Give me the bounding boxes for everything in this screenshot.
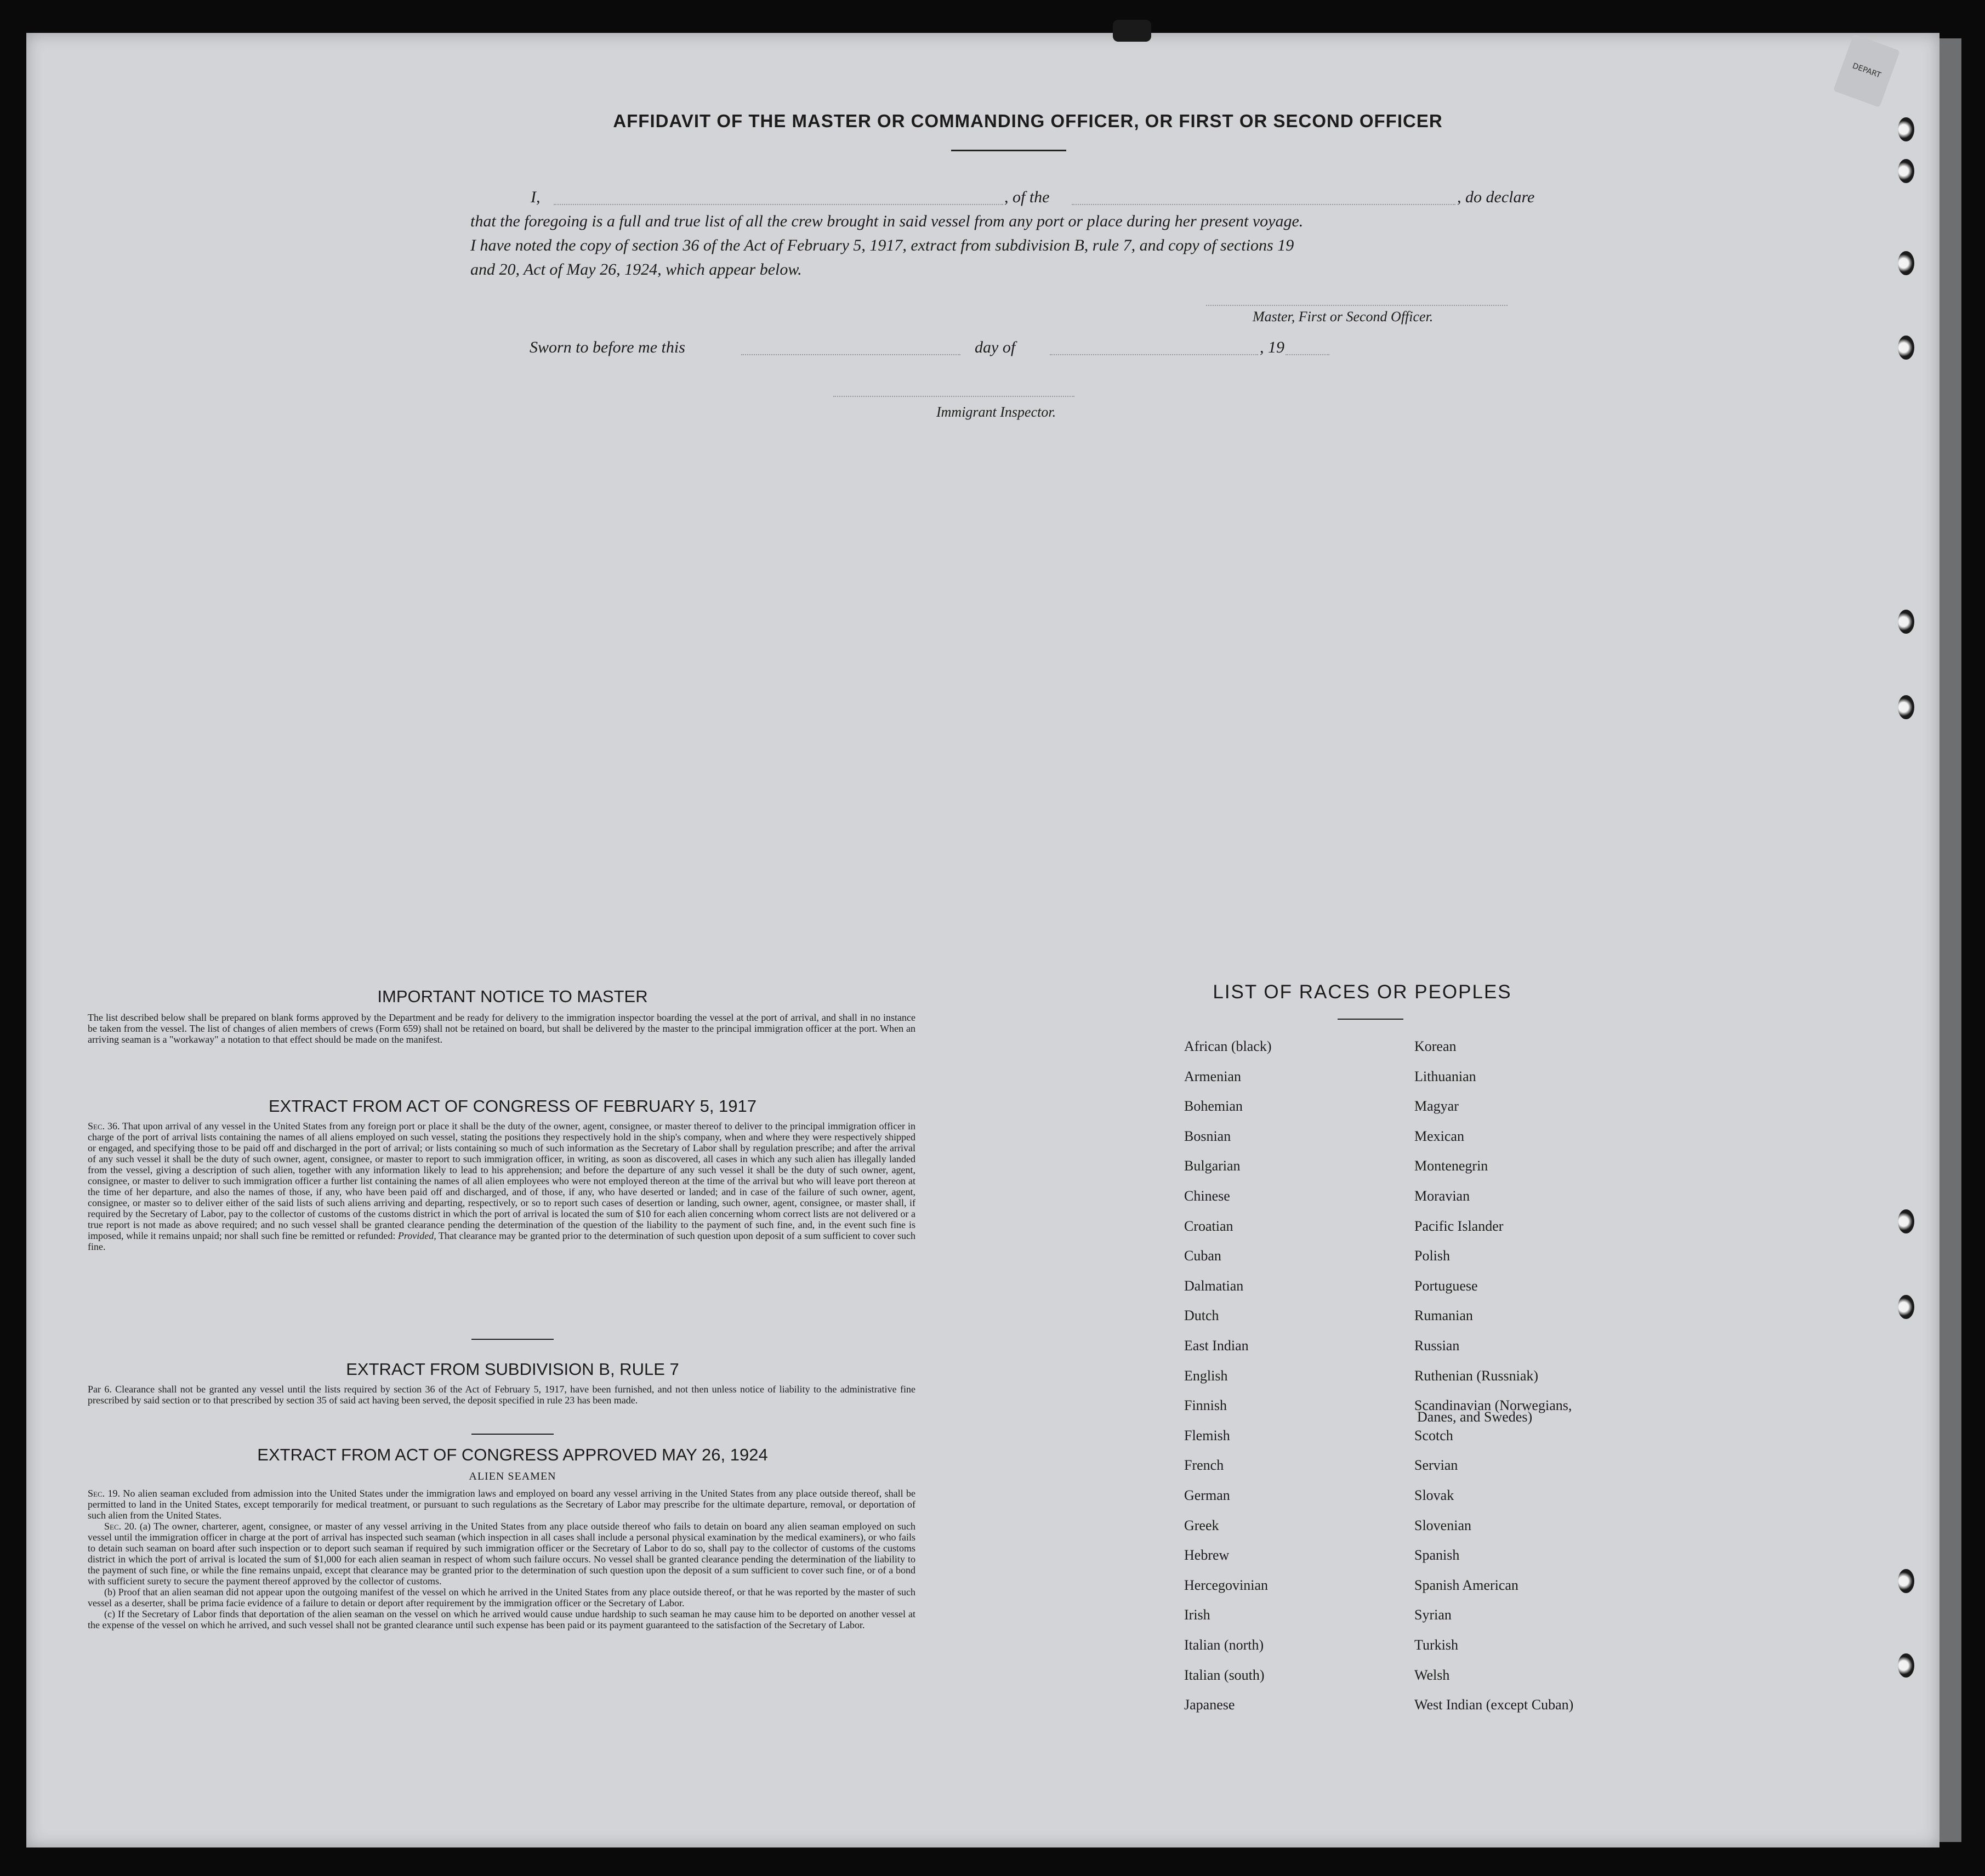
race-item: Polish [1414,1248,1451,1264]
extract-1917-body [88,1121,915,1252]
race-item: Spanish [1414,1547,1460,1564]
race-item: Ruthenian (Russniak) [1414,1367,1539,1384]
sworn-month-field[interactable] [1050,354,1258,355]
vessel-field[interactable] [1072,204,1455,205]
race-item: Mexican [1414,1128,1464,1144]
sec-19 [88,1488,915,1521]
race-item: Bulgarian [1184,1158,1241,1174]
punch-hole [1898,1209,1914,1233]
punch-hole [1898,336,1914,360]
extract-1924-title: EXTRACT FROM ACT OF CONGRESS APPROVED MAY 26, 1924 [257,1445,768,1464]
race-item: Finnish [1184,1397,1227,1414]
race-item: English [1184,1367,1228,1384]
races-title: LIST OF RACES OR PEOPLES [1213,981,1512,1003]
punch-hole [1898,117,1914,141]
race-item: Rumanian [1414,1307,1473,1324]
sec-label: Sec. [88,1121,105,1132]
sworn-day-field[interactable] [741,354,960,355]
race-item: Spanish American [1414,1577,1518,1593]
affidavit-declare: , do declare [1457,188,1535,206]
race-item: Cuban [1184,1248,1221,1264]
sec-label: Sec. [104,1521,122,1532]
race-item: Scotch [1414,1427,1453,1443]
race-item: Korean [1414,1038,1457,1054]
race-item: Bosnian [1184,1128,1231,1144]
race-item: Magyar [1414,1098,1459,1115]
extract-1924-body [88,1488,915,1630]
race-item: Irish [1184,1607,1210,1623]
race-item: Flemish [1184,1427,1230,1443]
inspector-signature-field[interactable] [833,396,1074,397]
race-item: Hercegovinian [1184,1577,1269,1593]
punch-hole [1898,1569,1914,1593]
alien-seamen-subtitle: ALIEN SEAMEN [469,1470,556,1482]
rule7-body: Par 6. Clearance shall not be granted any vessel until the lists required by section 36 of the Act of February 5, 1917, have been furnished, and not then unless notice of liability to the administrative fine prescribed by said section or to that prescribed by section 35 of said act having been served, the deposit specified in rule 23 has been made. [88,1384,915,1406]
race-item: Armenian [1184,1068,1241,1084]
sworn-year-field[interactable] [1286,354,1329,355]
inspector-label: Immigrant Inspector. [936,404,1056,420]
race-item: Japanese [1184,1697,1235,1713]
binding-tab [1113,20,1151,42]
sec-20a [88,1521,915,1587]
punch-hole [1898,159,1914,183]
sworn-text: Sworn to before me this [530,338,685,356]
day-of-text: day of [975,338,1016,356]
race-item: Hebrew [1184,1547,1230,1564]
race-item: African (black) [1184,1038,1272,1054]
race-item: Montenegrin [1414,1158,1488,1174]
punch-hole [1898,1295,1914,1319]
stamp-text: DEPART [1851,61,1882,80]
race-item: French [1184,1457,1224,1474]
year-prefix: , 19 [1260,338,1284,356]
race-item: Portuguese [1414,1277,1478,1294]
provided-text: Provided, [397,1230,436,1241]
race-item: East Indian [1184,1338,1249,1354]
race-item: Bohemian [1184,1098,1243,1115]
affidavit-of-the: , of the [1004,188,1050,206]
signature-label: Master, First or Second Officer. [1253,309,1434,325]
race-item: Italian (south) [1184,1667,1265,1683]
race-item-continuation: Danes, and Swedes) [1417,1409,1533,1425]
race-item: Greek [1184,1517,1219,1533]
race-item: Welsh [1414,1667,1450,1683]
sec-20a-text: 20. (a) The owner, charterer, agent, consignee, or master of any vessel arriving in the United States from any place outside thereof who fails to detain on board any alien seaman employed on such vessel until the immigration officer in charge at the port of arrival has inspected such seaman (which inspection in all cases shall include a personal physical examination by the medical examiners), or who fails to detain such seaman on board after such inspection or to deport such seaman if required by such immigration officer or the Secretary of Labor to do so, shall pay to the collector of customs of the customs district in which the port of arrival is located the sum of $1,000 for each alien seaman in respect of whom such failure occurs. No vessel shall be granted clearance pending the determination of the liability to the payment of such fine, or while the fine remains unpaid, except that clearance may be granted prior to the determination of such question upon the deposit of a sum sufficient to cover such fine, or of a bond with sufficient surety to secure the payment thereof approved by the collector of customs. [88,1521,915,1587]
page-edge [1940,38,1961,1842]
race-item: Chinese [1184,1188,1230,1204]
race-item: German [1184,1487,1230,1503]
punch-hole [1898,610,1914,634]
punch-hole [1898,251,1914,275]
signature-field[interactable] [1206,305,1508,306]
race-item: West Indian (except Cuban) [1414,1697,1574,1713]
sec-20b: (b) Proof that an alien seaman did not appear upon the outgoing manifest of the vessel on which he arrived in the United States from any place outside thereof, or that he was reported by the master of such vessel as a deserter, shall be prima facie evidence of a failure to detain or deport after requirement by the immigration officer or the Secretary of Labor. [88,1587,915,1608]
extract-1917-title: EXTRACT FROM ACT OF CONGRESS OF FEBRUARY 5, 1917 [268,1096,757,1116]
section-divider [471,1339,554,1340]
punch-hole [1898,695,1914,719]
race-item: Slovenian [1414,1517,1471,1533]
race-item: Syrian [1414,1607,1452,1623]
affidavit-i: I, [531,188,541,206]
sec-36-end: That clearance may be granted prior to the determination of such question upon deposit of a sum sufficient to cover such fine. [88,1230,916,1252]
race-item: Dalmatian [1184,1277,1244,1294]
title-rule [951,150,1066,151]
race-item: Scandinavian (Norwegians, [1414,1397,1572,1414]
notice-title: IMPORTANT NOTICE TO MASTER [377,987,648,1006]
affidavit-line-3: I have noted the copy of section 36 of the Act of February 5, 1917, extract from subdivision B, rule 7, and copy of sections 19 [470,236,1294,254]
race-item: Croatian [1184,1218,1233,1234]
race-item: Lithuanian [1414,1068,1476,1084]
sec-19-text: 19. No alien seaman excluded from admission into the United States under the immigration laws and employed on board any vessel arriving in the United States from any place outside thereof, shall be permitted to land in the United States, except temporarily for medical treatment, or pursuant to such regulations as the Secretary of Labor may prescribe for the ultimate departure, removal, or deportation of such alien from the United States. [88,1488,915,1521]
race-item: Russian [1414,1338,1460,1354]
affidavit-title: AFFIDAVIT OF THE MASTER OR COMMANDING OFFICER, OR FIRST OR SECOND OFFICER [613,111,1443,131]
race-item: Servian [1414,1457,1458,1474]
race-item: Slovak [1414,1487,1454,1503]
sec-20c: (c) If the Secretary of Labor finds that deportation of the alien seaman on the vessel on which he arrived would cause undue hardship to such seaman he may cause him to be deported on another vessel at the expense of the vessel on which he arrived, and such vessel shall not be granted clearance until such expense has been paid or its payment guaranteed to the satisfaction of the Secretary of Labor. [88,1608,915,1630]
race-item: Italian (north) [1184,1637,1264,1653]
race-item: Turkish [1414,1637,1458,1653]
rule7-title: EXTRACT FROM SUBDIVISION B, RULE 7 [346,1360,679,1379]
name-field[interactable] [554,204,1003,205]
section-divider [471,1434,554,1435]
race-item: Pacific Islander [1414,1218,1504,1234]
race-item: Moravian [1414,1188,1470,1204]
sec-label: Sec. [88,1488,105,1499]
race-item: Dutch [1184,1307,1219,1324]
affidavit-line-2: that the foregoing is a full and true list of all the crew brought in said vessel from any port or place during her present voyage. [470,212,1304,230]
notice-body: The list described below shall be prepared on blank forms approved by the Department and be ready for delivery to the immigration inspector boarding the vessel at the port of arrival, and shall in no instance be taken from the vessel. The list of changes of alien members of crews (Form 659) shall not be retained on board, but shall be delivered by the master to the principal immigration officer at the port. When an arriving seaman is a "workaway" a notation to that effect should be made on the manifest. [88,1012,915,1045]
sec-36-text: 36. That upon arrival of any vessel in the United States from any foreign port or place it shall be the duty of the owner, agent, consignee, or master thereof to deliver to the principal immigration officer in charge of the port of arrival lists containing the names of all aliens employed on such vessel, stating the positions they respectively hold in the ship's company, when and where they were respectively shipped or engaged, and specifying those to be paid off and discharged in the port of arrival; or lists containing so much of such information as the Secretary of Labor shall by regulation prescribe; and after the arrival of any such vessel it shall be the duty of such owner, agent, consignee, or master to report to such immigration officer, in writing, as soon as discovered, all cases in which any such alien has illegally landed from the vessel, giving a description of such alien, together with any information likely to lead to his apprehension; and before the departure of any such vessel it shall be the duty of such owner, agent, consignee, or master to deliver to such immigration officer a further list containing the names of all alien employees who were not employed thereon at the time of the arrival but who will leave port thereon at the time of her departure, and also the names of those, if any, who have been paid off and discharged, and of those, if any, who have deserted or landed; and in case of the failure of such owner, agent, consignee, or master so to deliver either of the said lists of such aliens arriving and departing, respectively, or so to report such cases of desertion or landing, such owner, agent, consignee, or master shall, if required by the Secretary of Labor, pay to the collector of customs of the customs district in which the port of arrival is located the sum of $10 for each alien concerning whom correct lists are not delivered or a true report is not made as above required; and no such vessel shall be granted clearance pending the determination of the question of the liability to the payment of such fine, and, in the event such fine is imposed, while it remains unpaid; nor shall such fine be remitted or refunded: [88,1121,915,1241]
affidavit-line-4: and 20, Act of May 26, 1924, which appear below. [470,260,802,278]
races-title-rule [1338,1019,1403,1020]
punch-hole [1898,1653,1914,1678]
